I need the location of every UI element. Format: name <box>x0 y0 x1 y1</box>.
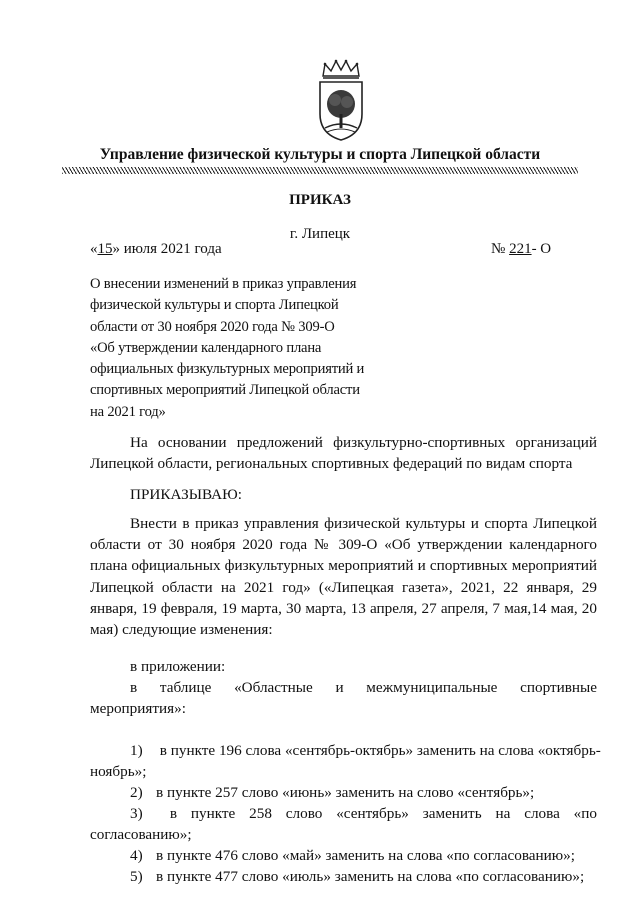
subject-line: на 2021 год» <box>90 403 166 420</box>
subject-line: «Об утверждении календарного плана <box>90 339 322 356</box>
number-prefix: № <box>491 241 510 257</box>
coat-of-arms-emblem <box>313 58 369 142</box>
change-text: в пункте 476 слово «май» заменить на слова «по согласованию»; <box>156 847 575 864</box>
number-suffix: - О <box>531 241 552 257</box>
change-number: 3) <box>130 805 143 822</box>
change-text: в пункте 196 слова «сентябрь-октябрь» заменить на слова «октябрь- <box>159 742 601 759</box>
document-title: ПРИКАЗ <box>289 192 351 208</box>
number-value: 221 <box>509 241 532 257</box>
date-open: « <box>90 241 98 257</box>
date-day: 15 <box>97 241 113 257</box>
change-item <box>130 866 584 887</box>
change-item <box>130 845 575 866</box>
table-reference-line: в таблице «Областные и межмуниципальные спортивные <box>130 679 597 696</box>
date-rest: » июля 2021 года <box>112 241 222 257</box>
change-item <box>130 782 534 803</box>
header-divider <box>62 167 578 174</box>
change-item <box>130 740 601 761</box>
change-number: 4) <box>130 847 143 864</box>
basis-paragraph: На основании предложений физкультурно-спортивных организаций Липецкой области, региональных спортивных федераций по видам спорта <box>90 434 597 473</box>
subject-line: физической культуры и спорта Липецкой <box>90 297 339 314</box>
change-continuation: ноябрь»; <box>90 763 147 780</box>
organization-title: Управление физической культуры и спорта Липецкой области <box>99 146 541 163</box>
table-reference-continuation: мероприятия»: <box>90 700 186 717</box>
change-text: в пункте 257 слово «июнь» заменить на слово «сентябрь»; <box>156 784 535 801</box>
change-text: в пункте 477 слово «июль» заменить на слова «по согласованию»; <box>156 868 585 885</box>
subject-line: области от 30 ноября 2020 года № 309-О <box>90 318 335 335</box>
document-subject <box>90 274 390 423</box>
change-number: 5) <box>130 868 143 885</box>
change-number: 1) <box>130 742 143 759</box>
instruction-paragraph: Внести в приказ управления физической культуры и спорта Липецкой области от 30 ноября 2020 года № 309-О «Об утверждении календарного плана официальных физкультурных мероприятий и спортивных мероприятий Липецкой области на 2021 год» («Липецкая газета», 2021, 22 января, 29 января, 19 февраля, 19 марта, 30 марта, 13 апреля, 27 апреля, 7 мая,14 мая, 20 мая) следующие изменения: <box>90 515 597 639</box>
change-continuation: согласованию»; <box>90 826 192 843</box>
subject-line: официальных физкультурных мероприятий и <box>90 361 365 378</box>
subject-line: О внесении изменений в приказ управления <box>90 276 357 292</box>
document-number <box>491 241 551 258</box>
order-word: ПРИКАЗЫВАЮ: <box>130 486 242 503</box>
document-city: г. Липецк <box>289 226 351 242</box>
document-date <box>90 241 222 258</box>
appendix-intro: в приложении: <box>130 658 226 675</box>
change-item <box>130 803 597 824</box>
subject-line: спортивных мероприятий Липецкой области <box>90 382 360 399</box>
change-number: 2) <box>130 784 143 801</box>
change-text: в пункте 258 слово «сентябрь» заменить на слова «по <box>169 805 597 822</box>
